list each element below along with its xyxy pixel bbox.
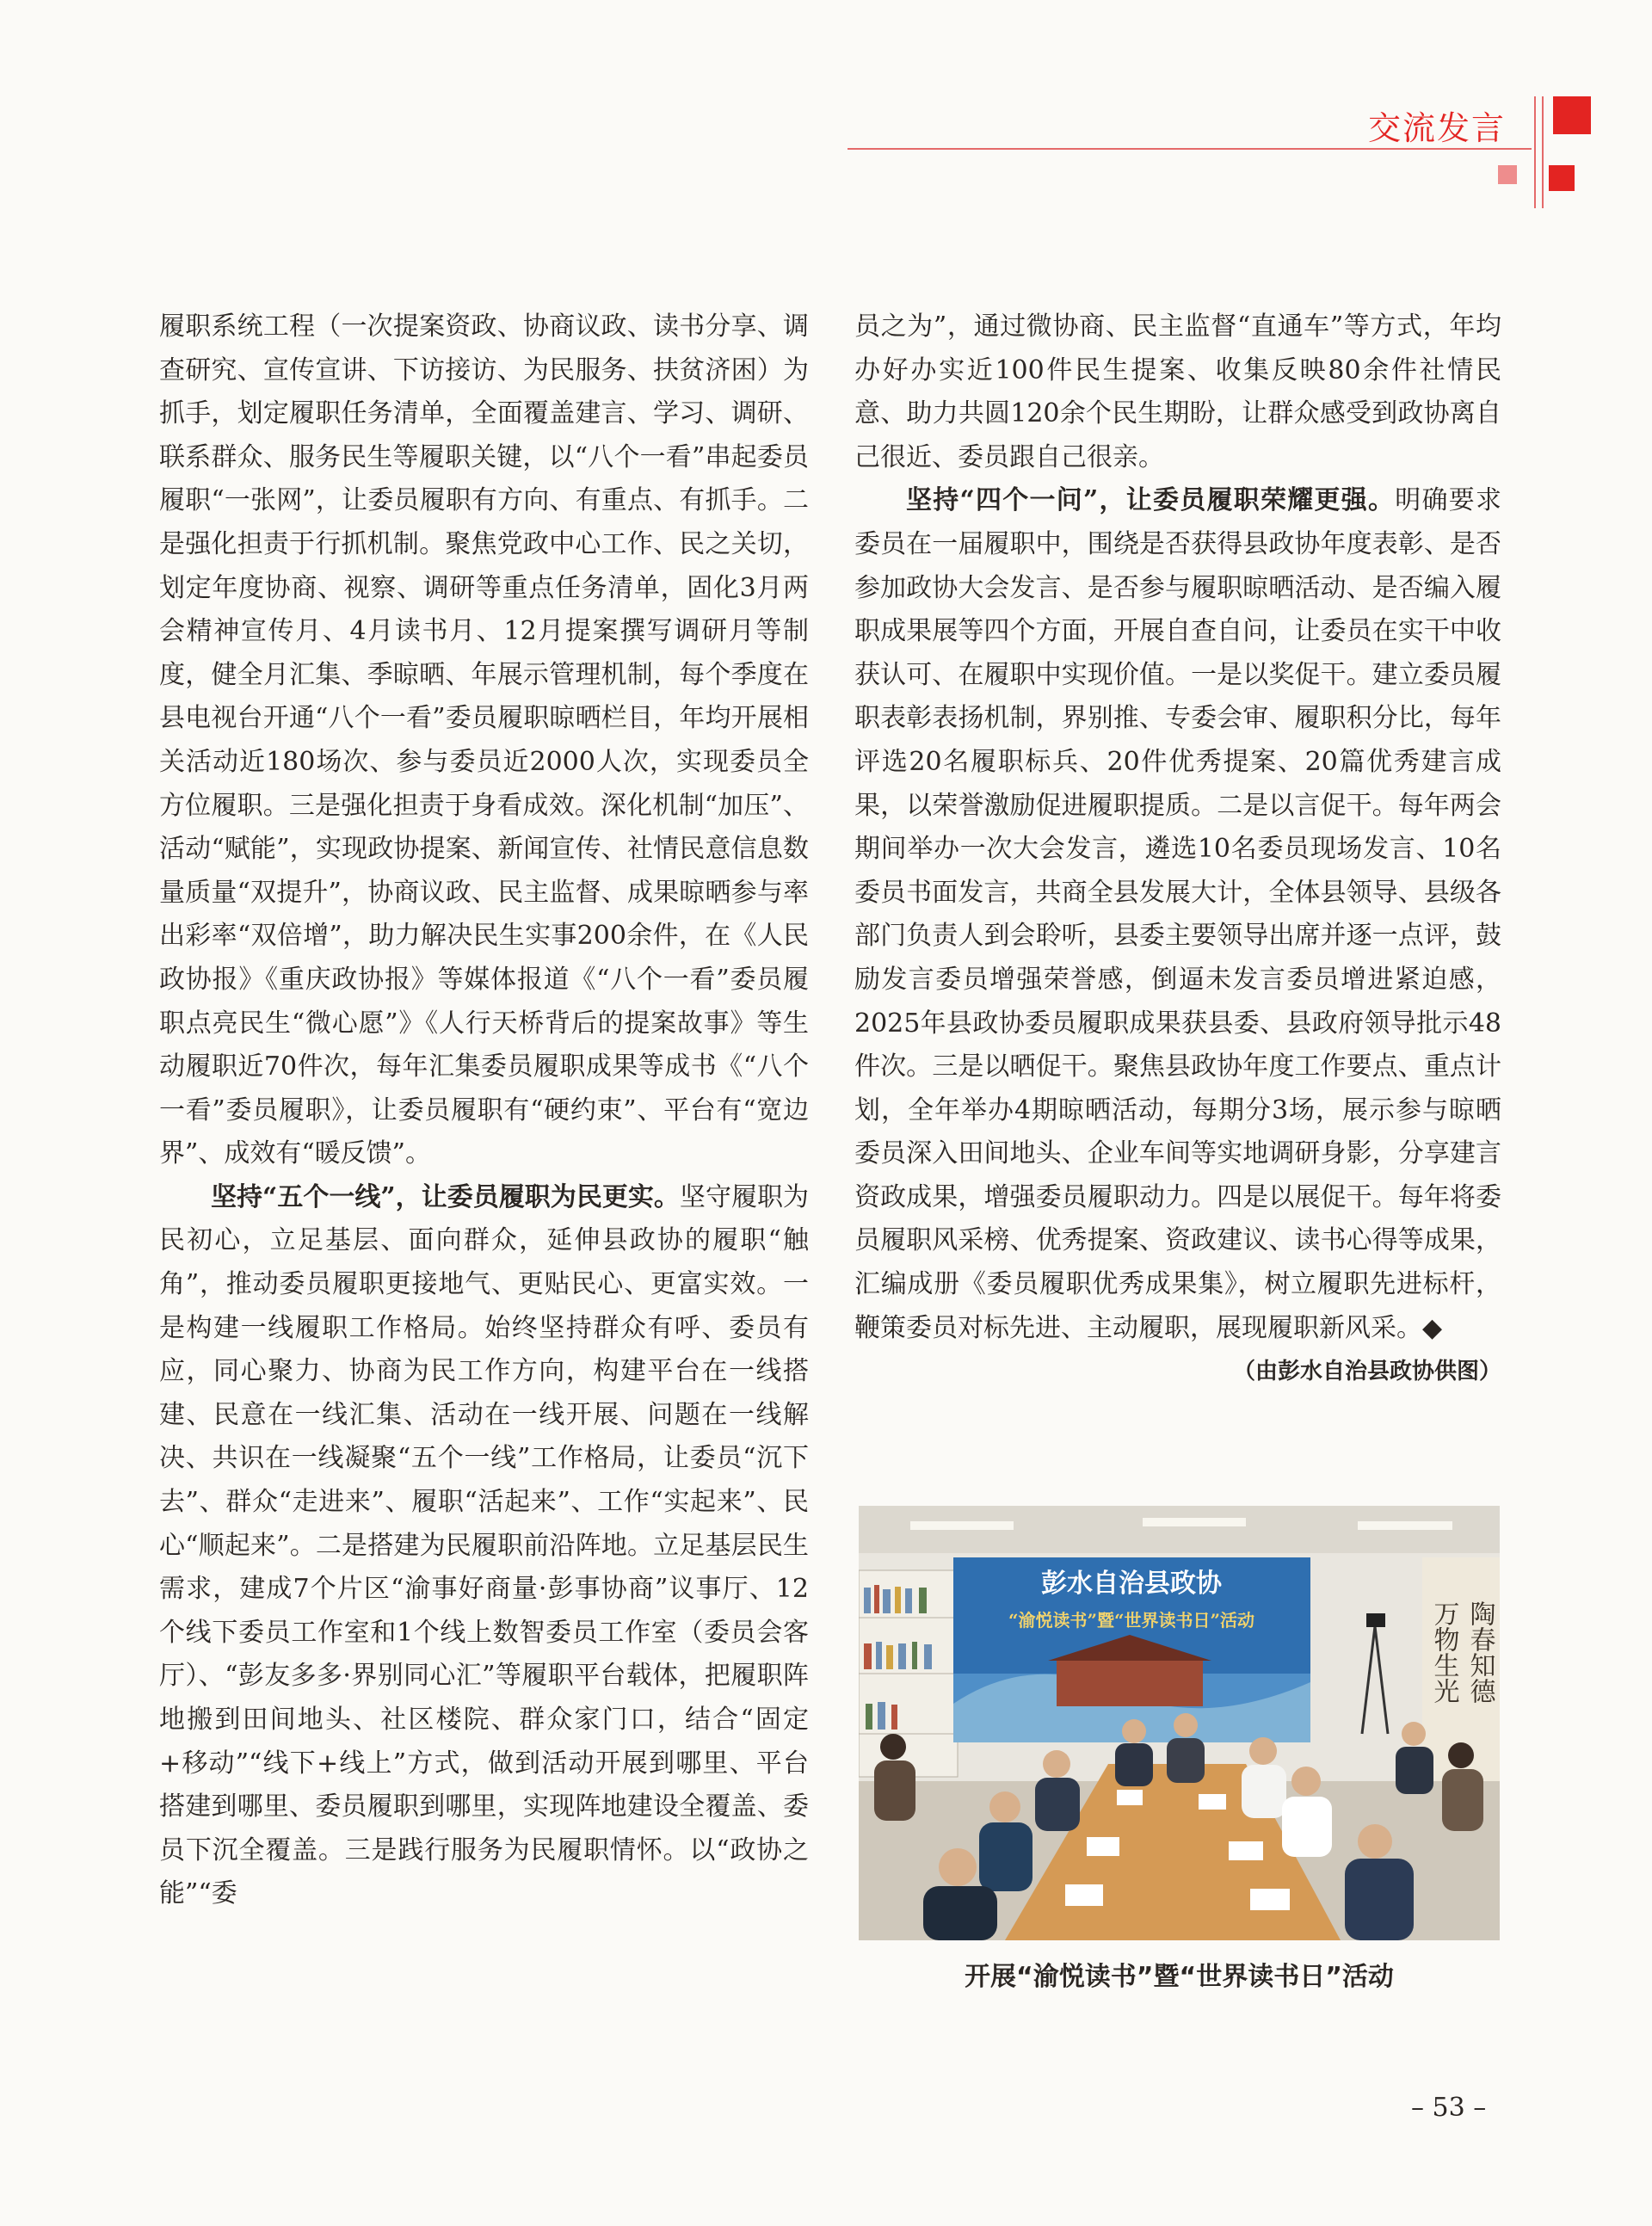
event-photo-illustration (859, 1506, 1500, 1940)
event-photo (859, 1506, 1500, 1940)
page-number: – 53 – (1411, 2093, 1487, 2123)
right-column (854, 305, 1501, 1394)
calligraphy-left: 万物生光 (1428, 1600, 1459, 1704)
header-pink-square (1498, 165, 1517, 184)
photo-credit: （由彭水自治县政协供图） (1232, 1359, 1501, 1385)
section-title: 交流发言 (1368, 109, 1507, 147)
header-vertical-rule (1534, 96, 1536, 208)
calligraphy-right: 陶春知德 (1464, 1600, 1495, 1704)
photo-caption: 开展“渝悦读书”暨“世界读书日”活动 (965, 1962, 1394, 1992)
header-red-square (1553, 96, 1591, 134)
left-paragraph-2-lead: 坚持“五个一线”，让委员履职为民更实。 (211, 1181, 680, 1212)
banner-subtitle: “渝悦读书”暨“世界读书日”活动 (1008, 1610, 1255, 1631)
right-paragraph-2-lead: 坚持“四个一问”，让委员履职荣耀更强。 (906, 485, 1396, 516)
header-red-square-small (1549, 165, 1575, 191)
right-paragraph-2: 坚持“四个一问”，让委员履职荣耀更强。明确要求委员在一届履职中，围绕是否获得县政协年度表彰、是否参加政协大会发言、是否参与履职晾晒活动、是否编入履职成果展等四个方面，开展自查自问，让委员在实干中收获认可、在履职中实现价值。一是以奖促干。建立委员履职表彰表扬机制，界别推、专委会审、履职积分比，每年评选20名履职标兵、20件优秀提案、20篇优秀建言成果，以荣誉激励促进履职提质。二是以言促干。每年两会期间举办一次大会发言，遴选10名委员现场发言、10名委员书面发言，共商全县发展大计，全体县领导、县级各部门负责人到会聆听，县委主要领导出席并逐一点评，鼓励发言委员增强荣誉感，倒逼未发言委员增进紧迫感，2025年县政协委员履职成果获县委、县政府领导批示48件次。三是以晒促干。聚焦县政协年度工作要点、重点计划，全年举办4期晾晒活动，每期分3场，展示参与晾晒委员深入田间地头、企业车间等实地调研身影，分享建言资政成果，增强委员履职动力。四是以展促干。每年将委员履职风采榜、优秀提案、资政建议、读书心得等成果，汇编成册《委员履职优秀成果集》，树立履职先进标杆，鞭策委员对标先进、主动履职，展现履职新风采。◆ （由彭水自治县政协供图） (854, 479, 1501, 1350)
left-column (159, 305, 809, 1916)
left-paragraph-2: 坚持“五个一线”，让委员履职为民更实。坚守履职为民初心，立足基层、面向群众，延伸县政协的履职“触角”，推动委员履职更接地气、更贴民心、更富实效。一是构建一线履职工作格局。始终坚持群众有呼、委员有应，同心聚力、协商为民工作方向，构建平台在一线搭建、民意在一线汇集、活动在一线开展、问题在一线解决、共识在一线凝聚“五个一线”工作格局，让委员“沉下去”、群众“走进来”、履职“活起来”、工作“实起来”、民心“顺起来”。二是搭建为民履职前沿阵地。立足基层民生需求，建成7个片区“渝事好商量·彭事协商”议事厅、12个线下委员工作室和1个线上数智委员工作室（委员会客厅）、“彭友多多·界别同心汇”等履职平台载体，把履职阵地搬到田间地头、社区楼院、群众家门口，结合“固定+移动”“线下+线上”方式，做到活动开展到哪里、平台搭建到哪里、委员履职到哪里，实现阵地建设全覆盖、委员下沉全覆盖。三是践行服务为民履职情怀。以“政协之能”“委 (159, 1181, 810, 1909)
left-paragraph-1: 履职系统工程（一次提案资政、协商议政、读书分享、调查研究、宣传宣讲、下访接访、为民服务、扶贫济困）为抓手，划定履职任务清单，全面覆盖建言、学习、调研、联系群众、服务民生等履职关键，以“八个一看”串起委员履职“一张网”，让委员履职有方向、有重点、有抓手。二是强化担责于行抓机制。聚焦党政中心工作、民之关切，划定年度协商、视察、调研等重点任务清单，固化3月两会精神宣传月、4月读书月、12月提案撰写调研月等制度，健全月汇集、季晾晒、年展示管理机制，每个季度在县电视台开通“八个一看”委员履职晾晒栏目，年均开展相关活动近180场次、参与委员近2000人次，实现委员全方位履职。三是强化担责于身看成效。深化机制“加压”、活动“赋能”，实现政协提案、新闻宣传、社情民意信息数量质量“双提升”，协商议政、民主监督、成果晾晒参与率出彩率“双倍增”，助力解决民生实事200余件，在《人民政协报》《重庆政协报》等媒体报道《“八个一看”委员履职点亮民生“微心愿”》《人行天桥背后的提案故事》等生动履职近70件次，每年汇集委员履职成果等成书《“八个一看”委员履职》，让委员履职有“硬约束”、平台有“宽边界”、成效有“暖反馈”。 (159, 311, 809, 1169)
right-paragraph-1: 员之为”，通过微协商、民主监督“直通车”等方式，年均办好办实近100件民生提案、收集反映80余件社情民意、助力共圆120余个民生期盼，让群众感受到政协离自己很近、委员跟自己很亲。 (854, 311, 1501, 472)
banner-title: 彭水自治县政协 (1041, 1569, 1222, 1599)
header-vertical-rule-2 (1542, 96, 1544, 208)
